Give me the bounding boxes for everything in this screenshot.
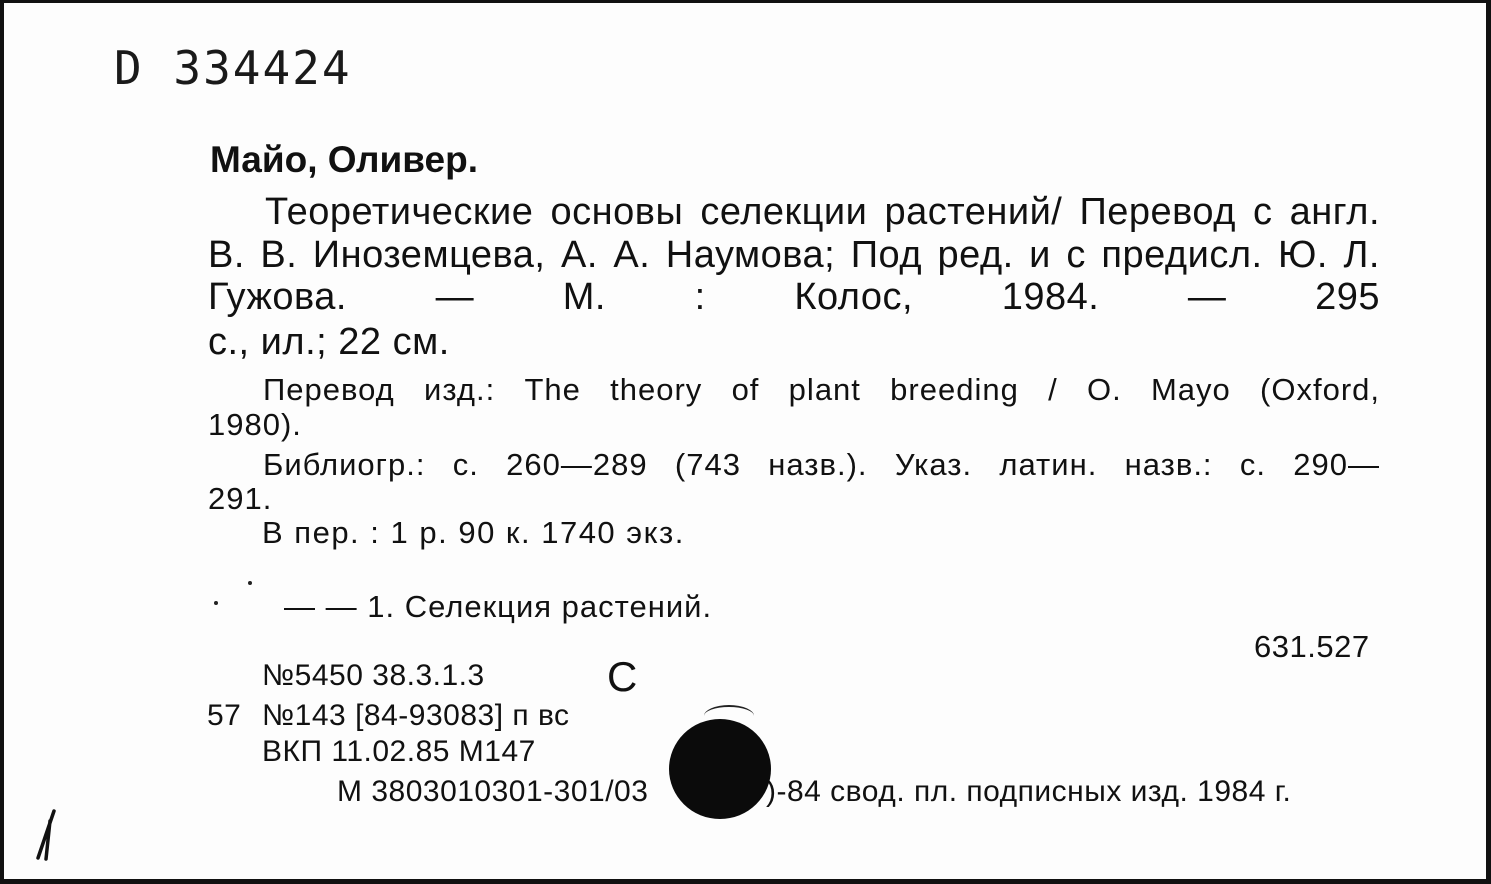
title-line-1: Теоретические основы селекции растений/ Перевод с [265,191,1273,233]
title-line-2: англ. В. В. Иноземцева, А. А. Наумова; Под ред. и с [208,191,1380,276]
original-edition-note-end: 1980). [208,407,302,442]
original-edition-note: Перевод изд.: The theory of plant breeding / O. Mayo (Oxford, [263,372,1380,407]
tech-line-2: №143 [84-93083] п вс [262,699,570,732]
speck [248,581,252,585]
title-line-3: предисл. Ю. Л. Гужова. — М. : Колос, 1984. — 295 [208,233,1380,318]
subject-heading: — — 1. Селекция растений. [284,589,713,624]
title-description-last: с., ил.; 22 см. [208,321,450,363]
author-heading: Майо, Оливер. [210,139,479,180]
price-print-run: В пер. : 1 р. 90 к. 1740 экз. [262,515,685,550]
title-description [208,191,1380,319]
handwritten-mark-icon [32,803,92,863]
tech-line-4: М 3803010301-301/03 [337,775,649,808]
tech-line-4-tail: )-84 свод. пл. подписных изд. 1984 г. [766,775,1292,808]
bibliography-note-end: 291. [208,481,273,516]
bibliography-note: Библиогр.: с. 260—289 (743 назв.). Указ. латин. назв.: с. 290— [263,447,1380,482]
udc-index: 631.527 [1254,629,1370,664]
c-mark: С [607,653,638,700]
speck [214,601,218,605]
tech-line-3: ВКП 11.02.85 М147 [262,735,536,768]
ink-stamp [669,719,771,819]
accession-number: D 334424 [114,41,352,95]
tech-line-1: №5450 38.3.1.3 [262,659,485,692]
tech-line-2-prefix: 57 [207,699,242,732]
